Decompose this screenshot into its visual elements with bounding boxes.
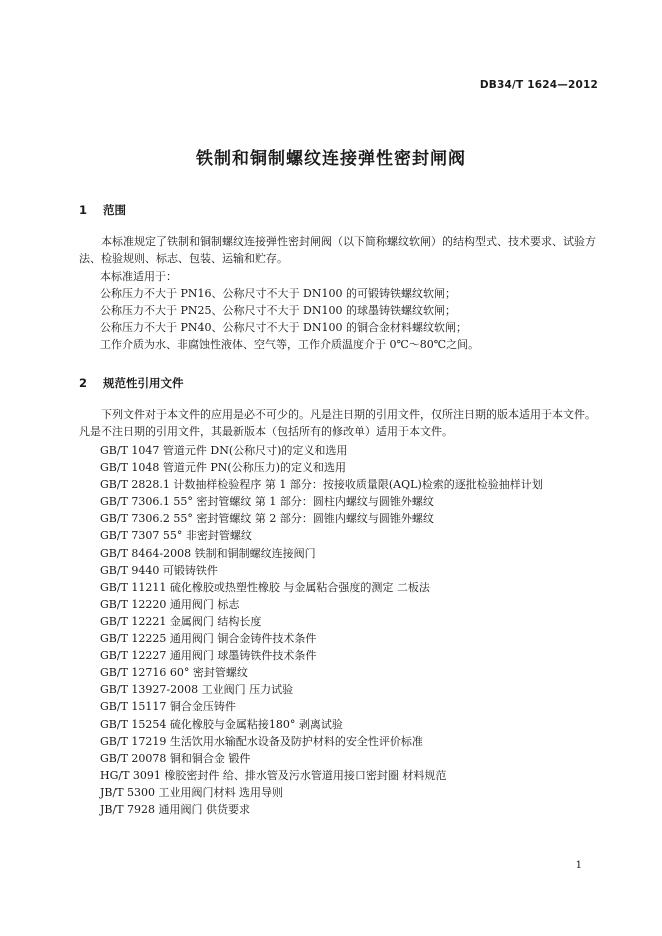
section-title: 范围 [103, 203, 127, 217]
reference-item: GB/T 15117 铜合金压铸件 [100, 700, 236, 714]
scope-item: 公称压力不大于 PN25、公称尺寸不大于 DN100 的球墨铸铁螺纹软闸； [100, 304, 456, 317]
reference-item: GB/T 13927-2008 工业阀门 压力试验 [100, 683, 294, 697]
section-title: 规范性引用文件 [103, 376, 184, 390]
reference-item: GB/T 20078 铜和铜合金 锻件 [100, 751, 251, 765]
reference-item: GB/T 2828.1 计数抽样检验程序 第 1 部分：按接收质量限(AQL)检索的逐批检验抽样计划 [100, 478, 543, 492]
reference-item: HG/T 3091 橡胶密封件 给、排水管及污水管道用接口密封圈 材料规范 [100, 768, 447, 782]
page-number: 1 [575, 860, 582, 871]
section-2-heading [79, 375, 184, 391]
reference-item: GB/T 12716 60° 密封管螺纹 [100, 666, 248, 680]
reference-item: GB/T 1048 管道元件 PN(公称压力)的定义和选用 [100, 461, 347, 475]
applies-to-line: 本标准适用于： [100, 270, 177, 283]
scope-item: 工作介质为水、非腐蚀性液体、空气等，工作介质温度介于 0℃～80℃之间。 [100, 338, 480, 351]
section-1-heading [79, 202, 126, 218]
reference-item: GB/T 7306.2 55° 密封管螺纹 第 2 部分：圆锥内螺纹与圆锥外螺纹 [100, 512, 434, 526]
reference-item: GB/T 7307 55° 非密封管螺纹 [100, 529, 252, 543]
reference-item: JB/T 7928 通用阀门 供货要求 [100, 802, 251, 816]
reference-item: JB/T 5300 工业用阀门材料 选用导则 [100, 785, 284, 799]
document-title: 铁制和铜制螺纹连接弹性密封闸阀 [196, 149, 466, 169]
reference-item: GB/T 8464-2008 铁制和铜制螺纹连接阀门 [100, 546, 316, 560]
reference-item: GB/T 7306.1 55° 密封管螺纹 第 1 部分：圆柱内螺纹与圆锥外螺纹 [100, 495, 434, 509]
reference-item: GB/T 17219 生活饮用水输配水设备及防护材料的安全性评价标准 [100, 734, 423, 748]
scope-item: 公称压力不大于 PN40、公称尺寸不大于 DN100 的铜合金材料螺纹软闸； [100, 321, 467, 334]
reference-item: GB/T 12225 通用阀门 铜合金铸件技术条件 [100, 632, 317, 646]
scope-item: 公称压力不大于 PN16、公称尺寸不大于 DN100 的可锻铸铁螺纹软闸； [100, 287, 456, 300]
reference-item: GB/T 12221 金属阀门 结构长度 [100, 614, 262, 628]
standard-code: DB34/T 1624—2012 [479, 79, 598, 91]
reference-item: GB/T 12220 通用阀门 标志 [100, 597, 240, 611]
normative-references-paragraph: 下列文件对于本文件的应用是必不可少的。凡是注日期的引用文件，仅所注日期的版本适用于本文件。凡是不注日期的引用文件，其最新版本（包括所有的修改单）适用于本文件。 [79, 408, 596, 438]
section-number: 2 [79, 376, 88, 390]
reference-item: GB/T 15254 硫化橡胶与金属粘接180° 剥离试验 [100, 717, 343, 731]
reference-item: GB/T 12227 通用阀门 球墨铸铁件技术条件 [100, 649, 317, 663]
reference-list [100, 442, 543, 818]
section-number: 1 [79, 203, 88, 217]
reference-item: GB/T 9440 可锻铸铁件 [100, 563, 218, 577]
reference-item: GB/T 1047 管道元件 DN(公称尺寸)的定义和选用 [100, 444, 348, 457]
scope-paragraph: 本标准规定了铁制和铜制螺纹连接弹性密封闸阀（以下简称螺纹软闸）的结构型式、技术要求、试验方法、检验规则、标志、包装、运输和贮存。 [79, 235, 596, 265]
reference-item: GB/T 11211 硫化橡胶或热塑性橡胶 与金属粘合强度的测定 二板法 [100, 580, 430, 594]
